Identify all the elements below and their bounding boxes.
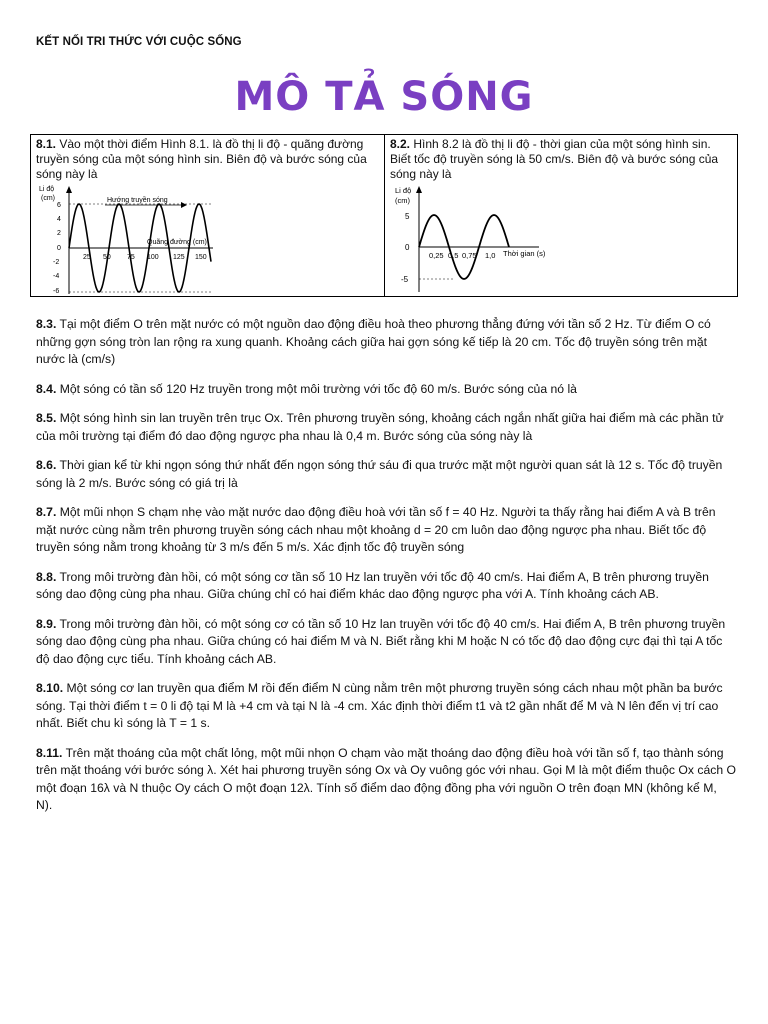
problem-item — [36, 569, 736, 604]
problem-list — [36, 316, 736, 827]
problem-item — [36, 381, 736, 399]
problem-text: Tại một điểm O trên mặt nước có một nguồn dao động điều hoà theo phương thẳng đứng với tần số 2 Hz. Từ điểm O có những gợn sóng tròn lan rộng ra xung quanh. Khoảng cách giữa hai gợn sóng kế tiếp là 20 cm. Tốc độ truyền sóng trên mặt nước là (cm/s) — [36, 317, 711, 366]
x-tick: 75 — [127, 254, 135, 261]
problem-number: 8.5. — [36, 411, 57, 425]
page-header: KẾT NỐI TRI THỨC VỚI CUỘC SỐNG — [36, 36, 242, 48]
problem-number: 8.4. — [36, 381, 57, 396]
x-tick: 150 — [195, 254, 207, 261]
x-tick: 1,0 — [485, 251, 496, 260]
problem-text: Thời gian kể từ khi ngọn sóng thứ nhất đến ngọn sóng thứ sáu đi qua trước mặt một người quan sát là 12 s. Tốc độ truyền sóng là 2 m/s. Bước sóng có giá trị là — [36, 458, 723, 490]
problem-number: 8.8. — [36, 569, 57, 584]
y-tick: 0 — [405, 243, 410, 252]
graph-8-1 — [33, 182, 219, 296]
x-tick: 50 — [103, 254, 111, 261]
problem-item — [36, 745, 736, 815]
question-text-8-1 — [36, 137, 379, 182]
y-tick: 6 — [57, 202, 61, 209]
problem-number: 8.7. — [36, 505, 57, 519]
y-axis-label: Li độ — [395, 186, 412, 195]
question-table — [30, 134, 738, 297]
problem-item — [36, 457, 736, 492]
x-tick: 100 — [147, 254, 159, 261]
problem-number: 8.9. — [36, 616, 57, 631]
problem-text: Một sóng có tần số 120 Hz truyền trong một môi trường với tốc độ 60 m/s. Bước sóng của nó là — [56, 381, 577, 396]
y-tick: 2 — [57, 230, 61, 237]
problem-item — [36, 680, 736, 733]
y-tick: -2 — [53, 259, 60, 266]
x-axis-label: Thời gian (s) — [503, 249, 546, 258]
x-tick: 125 — [173, 254, 185, 261]
graph-8-2 — [391, 184, 561, 296]
problem-text: Trong môi trường đàn hồi, có một sóng cơ tần số 10 Hz lan truyền với tốc độ 40 cm/s. Hai điểm A, B trên phương truyền sóng dao động cùng pha nhau. Giữa chúng chỉ có hai điểm khác dao động ngược pha với A. Tính khoảng cách AB. — [36, 569, 709, 601]
problem-text: Một sóng hình sin lan truyền trên trục Ox. Trên phương truyền sóng, khoảng cách ngắn nhất giữa hai điểm mà các phần tử của môi trường tại điểm đó dao động ngược pha nhau là 0,4 m. Bước sóng của sóng này là — [36, 411, 724, 443]
question-text-8-2 — [390, 137, 732, 182]
problem-number: 8.11. — [36, 745, 63, 760]
y-axis-unit: (cm) — [41, 195, 55, 202]
y-axis-unit: (cm) — [395, 196, 410, 205]
direction-label: Hướng truyền sóng — [107, 197, 168, 204]
problem-item — [36, 316, 736, 369]
y-tick: 0 — [57, 245, 61, 252]
y-tick: -5 — [401, 275, 409, 284]
x-axis-label: Quãng đường (cm) — [147, 239, 207, 246]
x-tick: 0,5 — [448, 251, 459, 260]
y-tick: 5 — [405, 212, 410, 221]
y-tick: -6 — [53, 288, 60, 295]
y-tick: 4 — [57, 216, 61, 223]
page-title: MÔ TẢ SÓNG — [234, 74, 534, 120]
problem-item — [36, 410, 736, 445]
x-tick: 25 — [83, 254, 91, 261]
problem-text: Trên mặt thoáng của một chất lỏng, một mũi nhọn O chạm vào mặt thoáng dao động điều hoà với tần số f, tạo thành sóng trên mặt thoáng với bước sóng λ. Xét hai phương truyền sóng Ox và Oy vuông góc với nhau. Gọi M là một điểm thuộc Ox cách O một đoạn 16λ và N thuộc Oy cách O một đoạn 12λ. Tính số điểm dao động đồng pha với nguồn O trên đoạn MN (không kể M, N). — [36, 745, 736, 812]
x-tick: 0,25 — [429, 251, 444, 260]
y-tick: -4 — [53, 273, 60, 280]
question-cell-8-2 — [385, 135, 737, 296]
problem-text: Một mũi nhọn S chạm nhẹ vào mặt nước dao động điều hoà với tần số f = 40 Hz. Người ta thấy rằng hai điểm A và B trên mặt nước cùng nằm trên phương truyền sóng cách nhau một khoảng d = 20 cm luôn dao động ngược pha nhau. Biết tốc độ truyền sóng nằm trong khoảng từ 3 m/s đến 5 m/s. Xác định tốc độ truyền sóng — [36, 505, 716, 554]
problem-item — [36, 616, 736, 669]
question-body: Vào một thời điểm Hình 8.1. là đồ thị li độ - quãng đường truyền sóng của một sóng hình sin. Biên độ và bước sóng của sóng này là — [36, 137, 367, 181]
problem-text: Trong môi trường đàn hồi, có một sóng cơ có tần số 10 Hz lan truyền với tốc độ 40 cm/s. Hai điểm A, B trên phương truyền sóng dao động cùng pha nhau. Giữa chúng có hai điểm M và N. Biết rằng khi M hoặc N có tốc độ dao động cực đại thì tại A tốc độ dao động cực tiểu. Tính khoảng cách AB. — [36, 616, 726, 666]
problem-number: 8.6. — [36, 458, 57, 472]
question-cell-8-1 — [31, 135, 385, 296]
problem-item — [36, 504, 736, 557]
question-number: 8.2. — [390, 137, 411, 151]
problem-text: Một sóng cơ lan truyền qua điểm M rồi đến điểm N cùng nằm trên một phương truyền sóng cách nhau một phần ba bước sóng. Tại thời điểm t = 0 li độ tại M là +4 cm và tại N là -4 cm. Xác định thời điểm t1 và t2 gần nhất để M và N lên đến vị trí cao nhất. Biết chu kì sóng là T = 1 s. — [36, 681, 723, 730]
problem-number: 8.10. — [36, 681, 64, 695]
question-number: 8.1. — [36, 137, 57, 151]
y-axis-label: Li độ — [39, 186, 55, 193]
x-tick: 0,75 — [462, 251, 477, 260]
question-body: Hình 8.2 là đồ thị li độ - thời gian của một sóng hình sin. Biết tốc độ truyền sóng là 50 cm/s. Biên độ và bước sóng của sóng này là — [390, 137, 719, 181]
problem-number: 8.3. — [36, 317, 57, 331]
